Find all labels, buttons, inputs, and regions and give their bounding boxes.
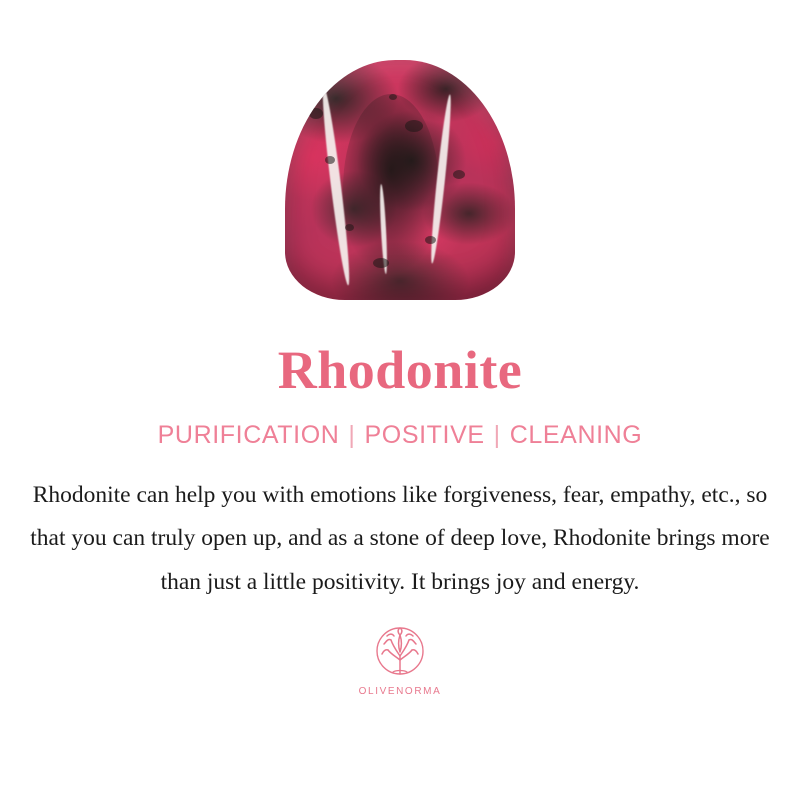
keyword-list (158, 421, 643, 450)
tree-of-life-icon (369, 622, 431, 684)
rhodonite-stone-image (285, 60, 515, 300)
keyword-cleaning: CLEANING (509, 420, 643, 449)
brand-logo (359, 622, 442, 697)
page-title: Rhodonite (277, 340, 523, 400)
stone-dark-matrix (343, 94, 439, 284)
keyword-purification: PURIFICATION (157, 420, 340, 449)
product-description: Rhodonite can help you with emotions like forgiveness, fear, empathy, etc., so that you can truly open up, and as a stone of deep love, Rhodonite brings more than just a little positivity. It brings joy and energy. (30, 481, 770, 595)
keyword-positive: POSITIVE (364, 420, 485, 449)
keyword-separator: | (493, 420, 501, 449)
keyword-separator: | (348, 420, 356, 449)
stone-shape (285, 60, 515, 300)
brand-name: OLIVENORMA (358, 686, 442, 698)
